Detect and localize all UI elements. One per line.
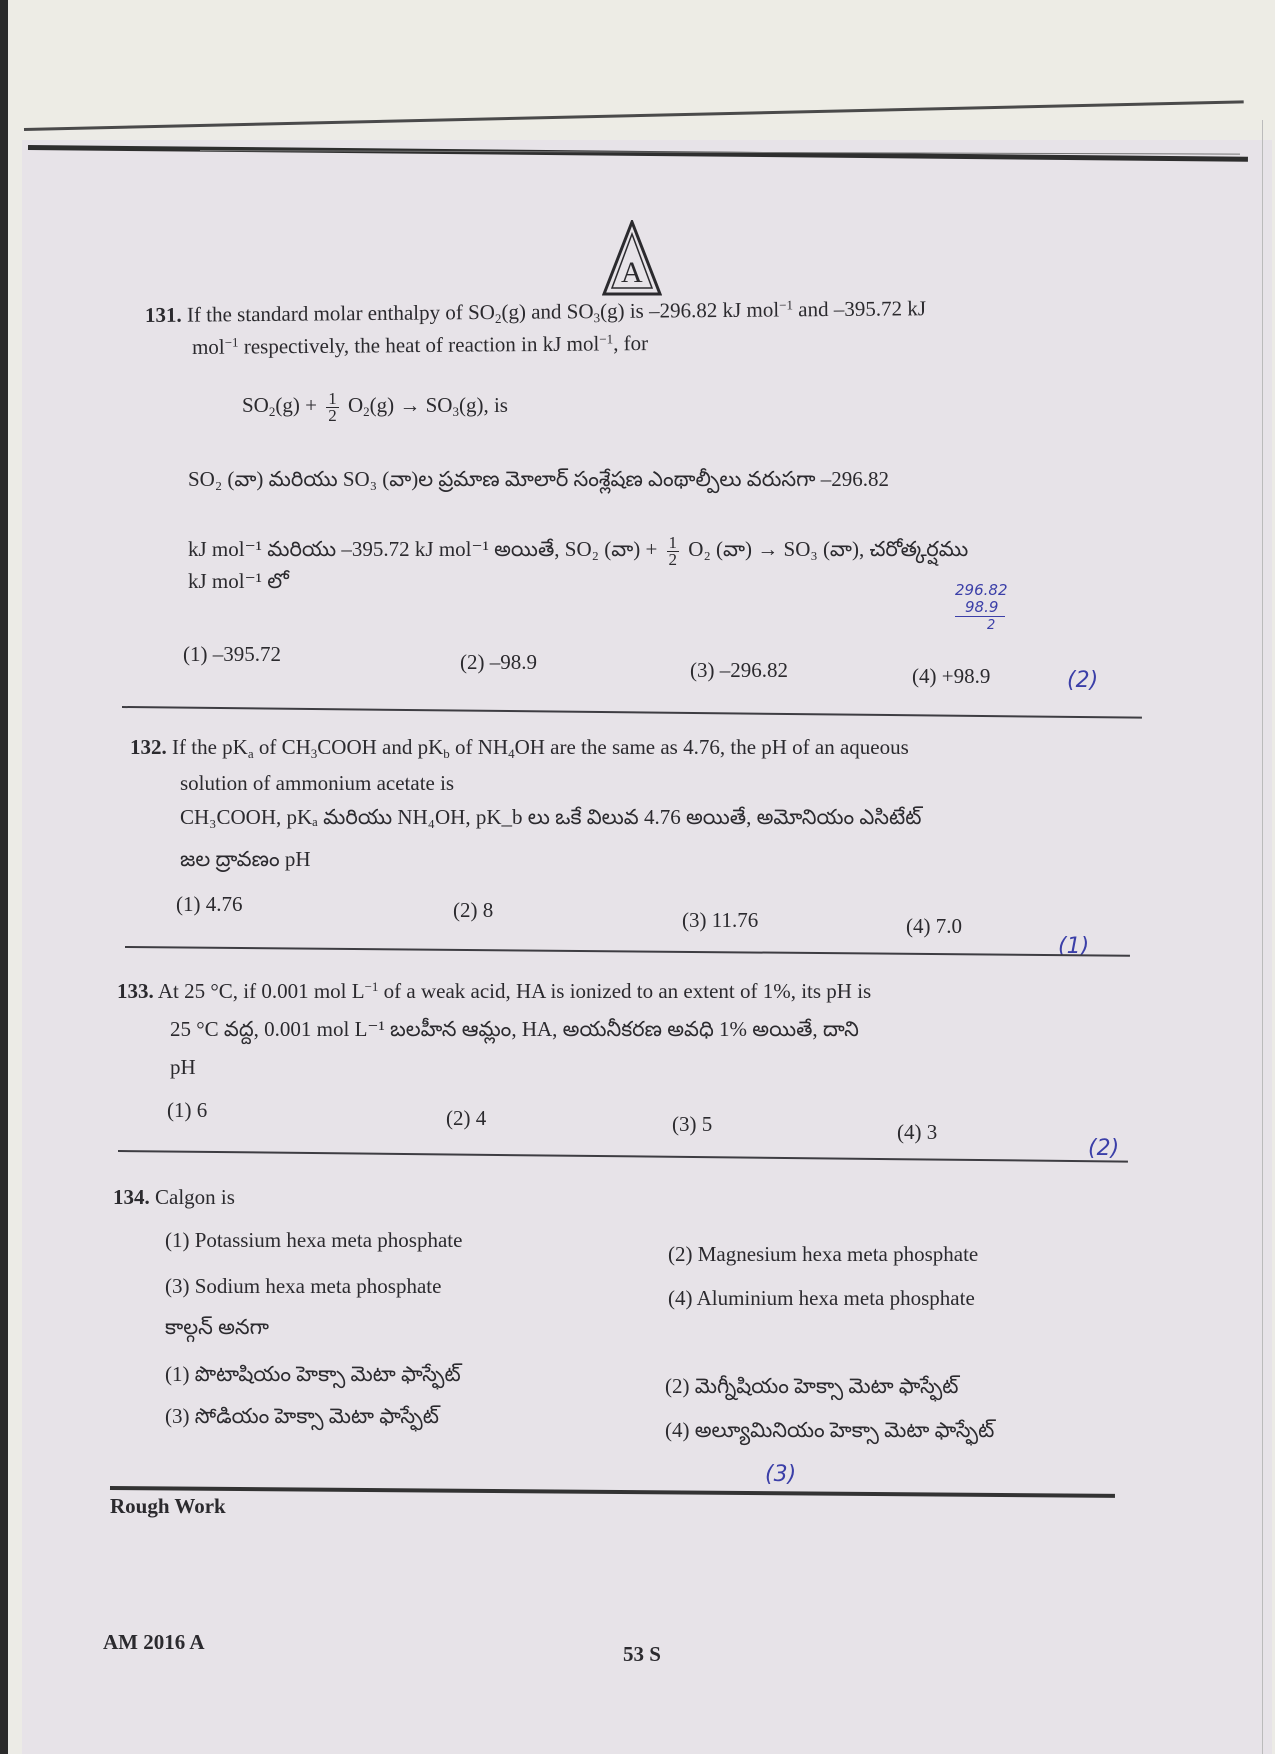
telugu-text-line: CH₃COOH, pKₐ మరియు NH₄OH, pK_b లు ఒకే విలువ 4.76 అయితే, అమోనియం ఎసిటేట్ [180,805,922,829]
option-3[interactable]: (3) –296.82 [690,658,788,682]
telugu-text-line: జల ద్రావణం pH [180,847,311,871]
telugu-option-1[interactable]: (1) పొటాషియం హెక్సా మెటా ఫాస్ఫేట్ [165,1362,461,1386]
option-2[interactable]: (2) 4 [446,1106,487,1130]
question-number: 133. [117,979,154,1003]
option-4[interactable]: (4) 3 [897,1120,938,1144]
sheet-edge-right [1262,120,1263,1754]
telugu-text-line: kJ mol⁻¹ లో [188,569,289,593]
telugu-text-line: కాల్గన్ అనగా [165,1315,269,1339]
question-number: 134. [113,1185,150,1209]
exam-code: AM 2016 A [103,1630,205,1654]
scan-edge [0,0,8,1754]
fraction: $\frac{1}{2}$ [328,388,337,425]
option-1[interactable]: (1) 6 [167,1098,208,1122]
telugu-option-4[interactable]: (4) అల్యూమినియం హెక్సా మెటా ఫాస్ఫేట్ [665,1418,995,1442]
question-number: 132. [130,735,167,759]
option-1[interactable]: (1) 4.76 [176,892,243,916]
question-text-line: 131. If the standard molar enthalpy of $SO_2(g)$ and $SO_3(g)$ is –296.82 kJ mol$^{-1}$ and –395.72 kJ [144,296,927,327]
option-4[interactable]: (4) Aluminium hexa meta phosphate [668,1286,975,1310]
option-3[interactable]: (3) Sodium hexa meta phosphate [165,1274,442,1298]
page-number: 53 S [623,1642,661,1666]
fraction: $\frac{1}{2}$ [668,532,678,569]
question-text-line: solution of ammonium acetate is [180,771,455,795]
telugu-text-line: pH [170,1055,196,1079]
option-1[interactable]: (1) –395.72 [183,642,281,666]
telugu-text-line: 25 °C వద్ద, 0.001 mol L⁻¹ బలహీన ఆమ్లం, HA, అయనీకరణ అవధి 1% అయితే, దాని [170,1017,859,1041]
telugu-text-line: SO₂ (వా) మరియు SO₃ (వా)ల ప్రమాణ మోలార్ సంశ్లేషణ ఎంథాల్పీలు వరుసగా –296.82 [188,467,890,491]
option-4[interactable]: (4) +98.9 [912,664,991,688]
handwritten-work: 296.82 98.9 2 [955,581,1008,633]
option-2[interactable]: (2) 8 [453,898,494,922]
option-3[interactable]: (3) 11.76 [682,908,759,932]
question-text-line: mol$^{-1}$ respectively, the heat of reaction in kJ mol$^{-1}$, for [191,331,649,359]
question-number: 131. [144,302,182,327]
rough-work-label: Rough Work [110,1494,226,1518]
question-text-line: 134. Calgon is [113,1185,235,1209]
question-text-line: 132. If the $pK_a$ of $CH_3COOH$ and $pK_b$ of $NH_4OH$ are the same as 4.76, the pH of an aqueous [130,735,909,761]
option-3[interactable]: (3) 5 [672,1112,713,1136]
telugu-text-line: kJ mol⁻¹ మరియు –395.72 kJ mol⁻¹ అయితే, SO₂ (వా) + $\frac{1}{2}$ O₂ (వా) → SO₃ (వా), చరోత్కర్షము [188,532,969,569]
handwritten-answer: (3) [765,1462,797,1487]
option-2[interactable]: (2) Magnesium hexa meta phosphate [668,1242,979,1266]
handwritten-answer: (2) [1088,1136,1120,1161]
option-1[interactable]: (1) Potassium hexa meta phosphate [165,1228,463,1252]
set-letter: A [621,256,643,289]
scanner-background [8,0,1275,130]
reaction-equation: $SO_2(g)$ + $\frac{1}{2}$ $O_2(g) \to SO_3(g)$, is [242,388,508,425]
set-badge [602,220,662,298]
telugu-option-3[interactable]: (3) సోడియం హెక్సా మెటా ఫాస్ఫేట్ [165,1404,439,1428]
handwritten-answer: (2) [1067,668,1099,693]
handwritten-answer: (1) [1058,934,1090,959]
option-2[interactable]: (2) –98.9 [460,650,537,674]
question-text-line: 133. At 25 °C, if 0.001 mol $L^{-1}$ of a weak acid, HA is ionized to an extent of 1%, its pH is [117,979,872,1003]
telugu-option-2[interactable]: (2) మెగ్నీషియం హెక్సా మెటా ఫాస్ఫేట్ [665,1374,959,1398]
option-4[interactable]: (4) 7.0 [906,914,962,938]
